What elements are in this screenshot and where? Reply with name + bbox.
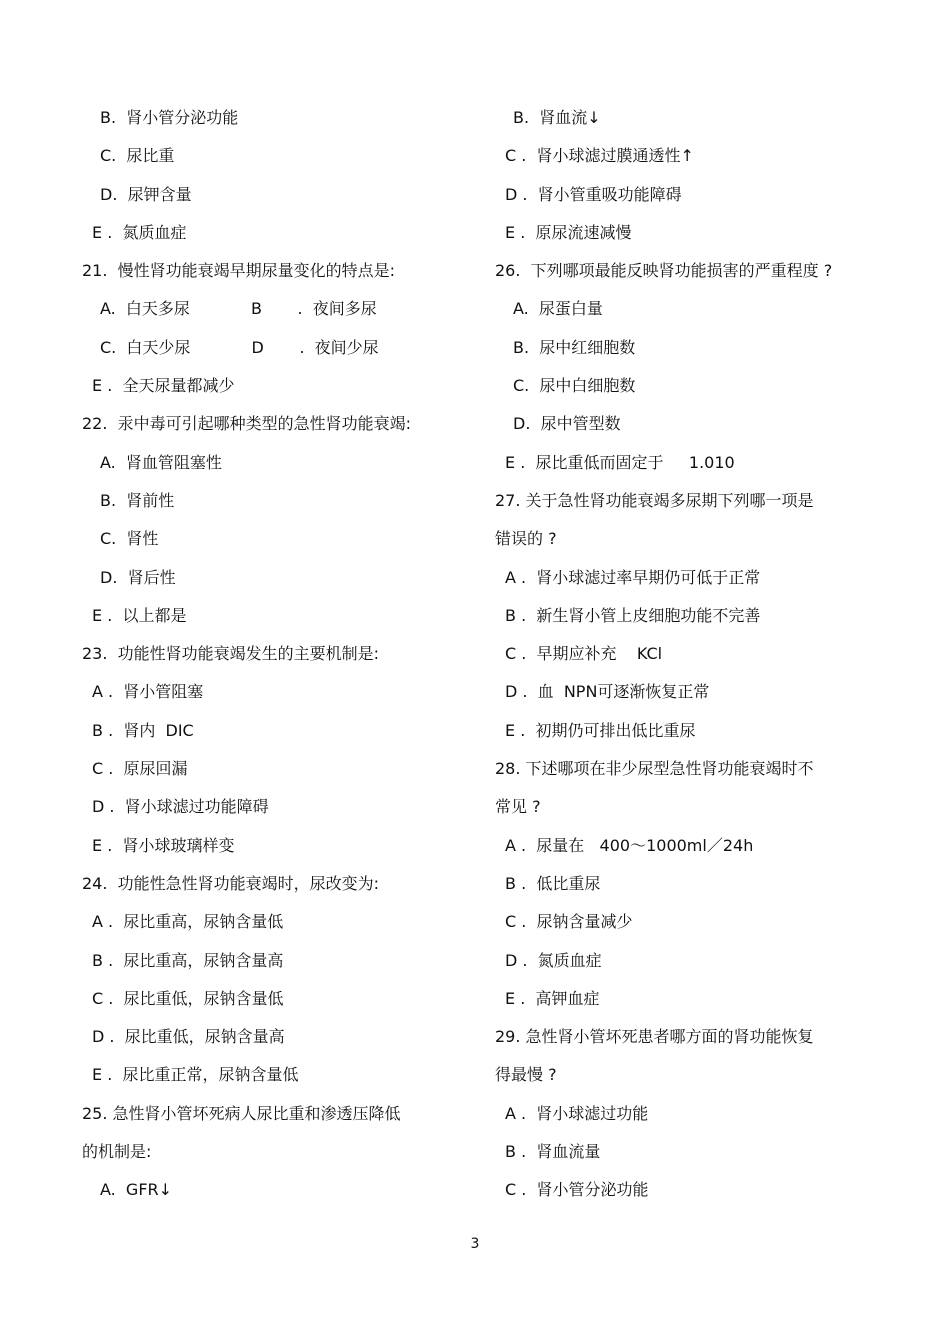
answer-option: E . 原尿流速减慢 [505, 222, 632, 242]
answer-option: D. 尿钾含量 [100, 184, 192, 204]
answer-option: A. 白天多尿 B . 夜间多尿 [100, 299, 377, 319]
answer-option: B . 新生肾小管上皮细胞功能不完善 [505, 605, 761, 625]
answer-option: E . 尿比重正常，尿钠含量低 [92, 1065, 299, 1085]
answer-option: D . 尿比重低，尿钠含量高 [92, 1027, 285, 1047]
answer-option: C . 肾小球滤过膜通透性↑ [505, 146, 694, 166]
answer-option: D. 尿中管型数 [513, 414, 621, 434]
answer-option: C . 原尿回漏 [92, 759, 188, 779]
answer-option: B . 尿比重高，尿钠含量高 [92, 950, 284, 970]
answer-option: E . 尿比重低而固定于 1.010 [505, 452, 735, 472]
answer-option: E . 初期仍可排出低比重尿 [505, 720, 696, 740]
question-line: 25. 急性肾小管坏死病人尿比重和渗透压降低 [82, 1103, 401, 1123]
answer-option: D . 肾小管重吸功能障碍 [505, 184, 682, 204]
answer-option: E . 全天尿量都减少 [92, 376, 235, 396]
question-line: 的机制是: [82, 1142, 152, 1162]
answer-option: B. 肾小管分泌功能 [100, 108, 239, 127]
question-line: 21. 慢性肾功能衰竭早期尿量变化的特点是: [82, 261, 396, 281]
right-column [495, 99, 895, 1210]
question-line: 24. 功能性急性肾功能衰竭时，尿改变为: [82, 873, 380, 893]
answer-option: A. GFR↓ [100, 1180, 173, 1200]
question-line: 29. 急性肾小管坏死患者哪方面的肾功能恢复 [495, 1027, 814, 1047]
question-line: 27. 关于急性肾功能衰竭多尿期下列哪一项是 [495, 490, 814, 510]
answer-option: C . 早期应补充 KCl [505, 644, 663, 664]
answer-option: E . 氮质血症 [92, 222, 187, 242]
question-line: 错误的 ? [495, 529, 557, 549]
answer-option: B . 肾内 DIC [92, 720, 194, 740]
answer-option: C. 尿中白细胞数 [513, 376, 636, 396]
answer-option: A . 肾小球滤过功能 [505, 1103, 649, 1123]
answer-option: A. 肾血管阻塞性 [100, 452, 222, 472]
answer-option: A . 肾小球滤过率早期仍可低于正常 [505, 567, 761, 587]
answer-option: C . 肾小管分泌功能 [505, 1180, 649, 1200]
answer-option: E . 肾小球玻璃样变 [92, 835, 235, 855]
answer-option: D . 氮质血症 [505, 950, 602, 970]
answer-option: A . 尿比重高，尿钠含量低 [92, 912, 284, 932]
question-line: 23. 功能性肾功能衰竭发生的主要机制是: [82, 644, 380, 664]
question-line: 得最慢 ? [495, 1065, 557, 1085]
answer-option: D . 血 NPN可逐渐恢复正常 [505, 682, 710, 702]
answer-option: B . 低比重尿 [505, 873, 601, 893]
page-number: 3 [470, 1236, 480, 1252]
question-line: 常见 ? [495, 797, 541, 817]
question-line: 26. 下列哪项最能反映肾功能损害的严重程度 ? [495, 261, 833, 281]
answer-option: A . 尿量在 400～1000ml／24h [505, 835, 754, 855]
left-column [82, 99, 482, 1210]
answer-option: D. 肾后性 [100, 567, 176, 587]
answer-option: B. 肾前性 [100, 490, 175, 510]
question-line: 28. 下述哪项在非少尿型急性肾功能衰竭时不 [495, 759, 814, 779]
answer-option: A . 肾小管阻塞 [92, 682, 204, 702]
answer-option: E . 以上都是 [92, 605, 187, 625]
answer-option: C. 白天少尿 D . 夜间少尿 [100, 337, 379, 357]
answer-option: B . 肾血流量 [505, 1142, 601, 1162]
question-line: 22. 汞中毒可引起哪种类型的急性肾功能衰竭: [82, 414, 412, 434]
answer-option: B. 肾血流↓ [513, 108, 601, 127]
answer-option: C. 尿比重 [100, 146, 175, 166]
answer-option: E . 高钾血症 [505, 988, 600, 1008]
answer-option: B. 尿中红细胞数 [513, 337, 636, 357]
answer-option: D . 肾小球滤过功能障碍 [92, 797, 269, 817]
answer-option: C. 肾性 [100, 529, 159, 549]
answer-option: C . 尿钠含量减少 [505, 912, 633, 932]
answer-option: A. 尿蛋白量 [513, 299, 603, 319]
answer-option: C . 尿比重低，尿钠含量低 [92, 988, 284, 1008]
